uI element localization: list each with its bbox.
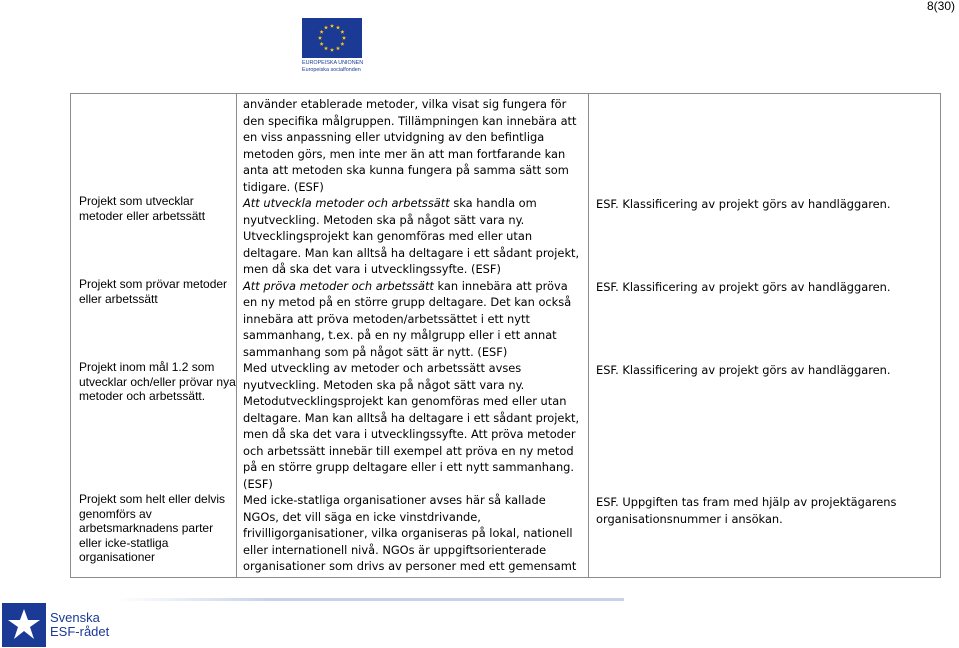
page-number: 8(30) <box>926 0 955 13</box>
description-develop-body: ska handla om nyutveckling. Metoden ska på något sätt vara ny. Utvecklingsprojekt kan genomföras med eller utan deltagare. Man kan alltså ha deltagare i ett sådant projekt, men då ska det vara i utvecklingssyfte. (ESF) <box>243 196 580 276</box>
esf-radet-logo <box>2 603 112 647</box>
eu-star-icon <box>320 30 324 34</box>
esf-line2: ESF-rådet <box>50 624 110 639</box>
description-develop-methods <box>243 195 582 278</box>
eu-star-icon <box>320 42 324 46</box>
eu-star-icon <box>336 25 340 29</box>
eu-star-icon <box>330 48 334 52</box>
eu-star-icon <box>340 30 344 34</box>
classification-ngo: ESF. Uppgiften tas fram med hjälp av projektägarens organisationsnummer i ansökan. <box>596 495 897 526</box>
description-ngo: Med icke-statliga organisationer avses här så kallade NGOs, det vill säga en icke vinstdrivande, frivilligorganisationer, vilka organiseras på lokal, nationell eller internationell nivå. NGOs är uppgiftsorienterade organisationer som drivs av personer med ett gemensamt <box>243 493 577 573</box>
eu-star-icon <box>342 36 346 40</box>
classification-column <box>589 94 941 578</box>
label-ngo-partners: Projekt som helt eller delvis genomförs av arbetsmarknadens parter eller icke-statliga organisationer <box>79 492 226 565</box>
eu-logo <box>302 18 364 76</box>
eu-star-icon <box>330 24 334 28</box>
eu-caption-line1: EUROPEISKA UNIONEN <box>302 60 364 66</box>
classification-goal-1-2: ESF. Klassificering av projekt görs av handläggaren. <box>596 363 891 377</box>
eu-caption-line2: Europeiska socialfonden <box>302 66 361 73</box>
esf-radet-text <box>50 611 109 639</box>
description-column <box>237 94 589 578</box>
classification-develop: ESF. Klassificering av projekt görs av handläggaren. <box>596 197 891 211</box>
label-column <box>71 94 237 578</box>
label-tests-methods: Projekt som prövar metoder eller arbetssätt <box>79 277 228 306</box>
description-test-methods <box>243 278 582 361</box>
description-existing-methods: använder etablerade metoder, vilka visat sig fungera för den specifika målgruppen. Tillämpningen kan innebära att en viss anpassning eller utvidgning av den befintliga metoden görs, men inte mer än att man fortfarande kan anta att metoden ska kunna fungera på samma sätt som tidigare. (ESF) <box>243 97 577 194</box>
classification-test: ESF. Klassificering av projekt görs av handläggaren. <box>596 280 891 294</box>
label-develops-methods: Projekt som utvecklar metoder eller arbetssätt <box>79 194 206 223</box>
description-test-body: kan innebära att pröva en ny metod på en större grupp deltagare. Det kan också innebära att pröva metoden/arbetssättet i ett nytt sammanhang, t.ex. på en ny målgrupp eller i ett annat sammanhang som på något sätt är nytt. (ESF) <box>243 278 572 359</box>
eu-star-icon <box>336 46 340 50</box>
classification-table <box>70 93 941 578</box>
esf-line1: Svenska <box>50 610 100 625</box>
eu-star-icon <box>324 25 328 29</box>
esf-star-logo-icon <box>2 603 46 647</box>
eu-star-icon <box>340 42 344 46</box>
description-goal-1-2: Med utveckling av metoder och arbetssätt avses nyutveckling. Metoden ska på något sätt vara ny. Metodutvecklingsprojekt kan genomföras med eller utan deltagare. Man kan alltså ha deltagare i ett sådant projekt, men då ska det vara i utvecklingssyfte. Att pröva metoder och arbetssätt innebär till exempel att pröva en ny metod på en större grupp deltagare eller i ett nytt sammanhang. (ESF) <box>243 361 580 491</box>
footer-divider <box>116 598 624 601</box>
description-develop-lead: Att utveckla metoder och arbetssätt <box>243 196 450 210</box>
eu-star-icon <box>324 46 328 50</box>
description-test-lead: Att pröva metoder och arbetssätt <box>243 278 434 293</box>
label-goal-1-2: Projekt inom mål 1.2 som utvecklar och/eller prövar nya metoder och arbetssätt. <box>79 360 236 404</box>
table-row <box>71 94 941 578</box>
eu-caption <box>302 60 372 73</box>
eu-star-icon <box>318 36 322 40</box>
eu-flag-icon <box>302 18 362 58</box>
